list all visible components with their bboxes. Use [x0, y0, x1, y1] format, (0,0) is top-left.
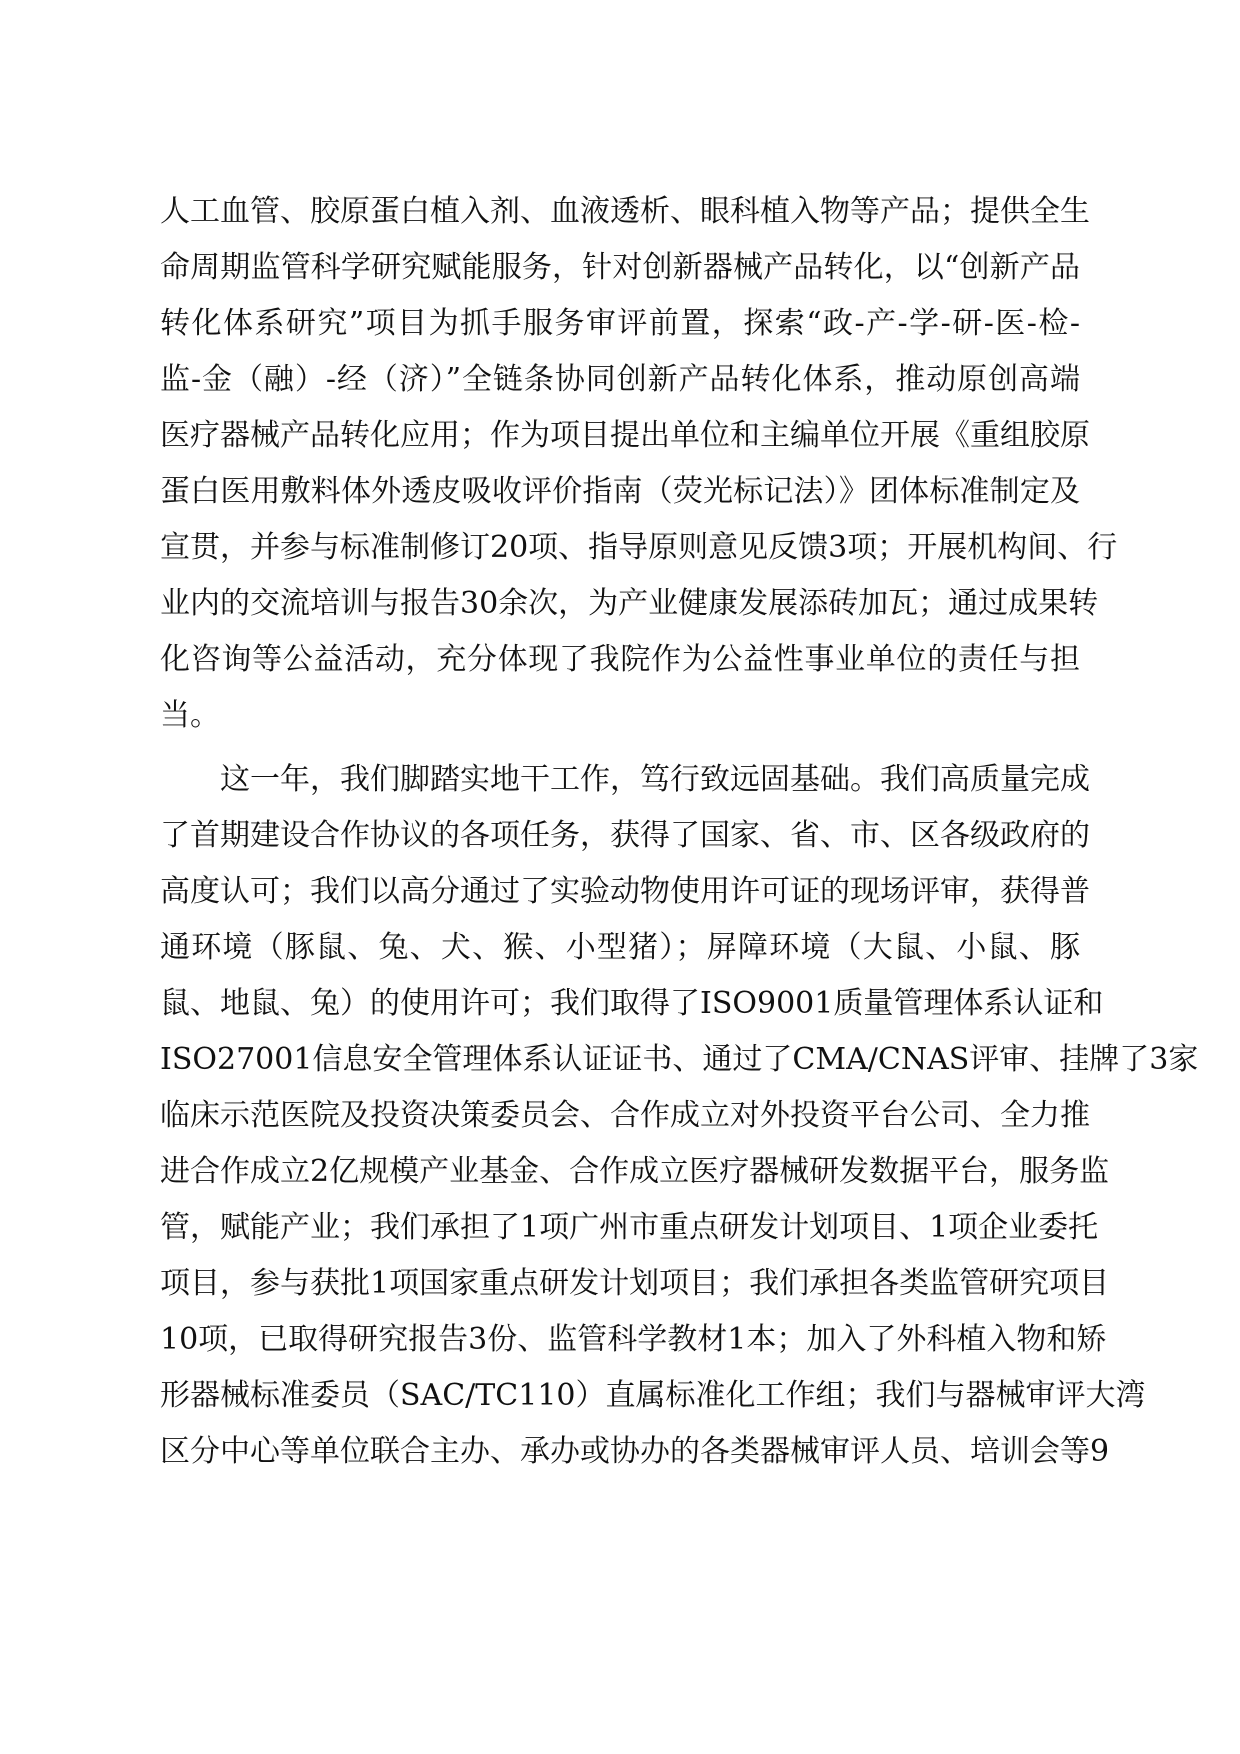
- text-line: 鼠、地鼠、兔）的使用许可；我们取得了ISO9001质量管理体系认证和: [160, 986, 1104, 1021]
- text-line: 进合作成立2亿规模产业基金、合作成立医疗器械研发数据平台，服务监: [160, 1154, 1110, 1189]
- paragraph-1: [160, 184, 1118, 744]
- body-text: [160, 184, 1199, 1480]
- text-line: 人工血管、胶原蛋白植入剂、血液透析、眼科植入物等产品；提供全生: [160, 194, 1090, 229]
- text-line: 命周期监管科学研究赋能服务，针对创新器械产品转化，以“创新产品: [160, 250, 1080, 285]
- text-line: 项目，参与获批1项国家重点研发计划项目；我们承担各类监管研究项目: [160, 1266, 1110, 1301]
- text-line: 蛋白医用敷料体外透皮吸收评价指南（荧光标记法）》团体标准制定及: [160, 474, 1080, 509]
- text-line: 业内的交流培训与报告30余次，为产业健康发展添砖加瓦；通过成果转: [160, 586, 1099, 621]
- text-line: 化咨询等公益活动，充分体现了我院作为公益性事业单位的责任与担: [160, 642, 1080, 677]
- text-line: 医疗器械产品转化应用；作为项目提出单位和主编单位开展《重组胶原: [160, 418, 1090, 453]
- text-line: 宣贯，并参与标准制修订20项、指导原则意见反馈3项；开展机构间、行: [160, 530, 1118, 565]
- text-line: 临床示范医院及投资决策委员会、合作成立对外投资平台公司、全力推: [160, 1098, 1090, 1133]
- text-line: 区分中心等单位联合主办、承办或协办的各类器械审评人员、培训会等9: [160, 1434, 1110, 1469]
- text-line: 这一年，我们脚踏实地干工作，笃行致远固基础。我们高质量完成: [220, 762, 1090, 797]
- paragraph-spacer: [160, 744, 1080, 752]
- text-line: 管，赋能产业；我们承担了1项广州市重点研发计划项目、1项企业委托: [160, 1210, 1099, 1245]
- text-line: ISO27001信息安全管理体系认证证书、通过了CMA/CNAS评审、挂牌了3家: [160, 1042, 1199, 1077]
- text-line: 了首期建设合作协议的各项任务，获得了国家、省、市、区各级政府的: [160, 818, 1090, 853]
- text-line: 转化体系研究”项目为抓手服务审评前置，探索“政-产-学-研-医-检-: [160, 306, 1080, 341]
- text-line: 当。: [160, 698, 220, 733]
- text-line: 10项，已取得研究报告3份、监管科学教材1本；加入了外科植入物和矫: [160, 1322, 1107, 1357]
- paragraph-2: [160, 752, 1199, 1480]
- text-line: 监-金（融）-经（济）”全链条协同创新产品转化体系，推动原创高端: [160, 362, 1080, 397]
- text-line: 形器械标准委员（SAC/TC110）直属标准化工作组；我们与器械审评大湾: [160, 1378, 1146, 1413]
- text-line: 高度认可；我们以高分通过了实验动物使用许可证的现场评审，获得普: [160, 874, 1090, 909]
- text-line: 通环境（豚鼠、兔、犬、猴、小型猪）；屏障环境（大鼠、小鼠、豚: [160, 930, 1080, 965]
